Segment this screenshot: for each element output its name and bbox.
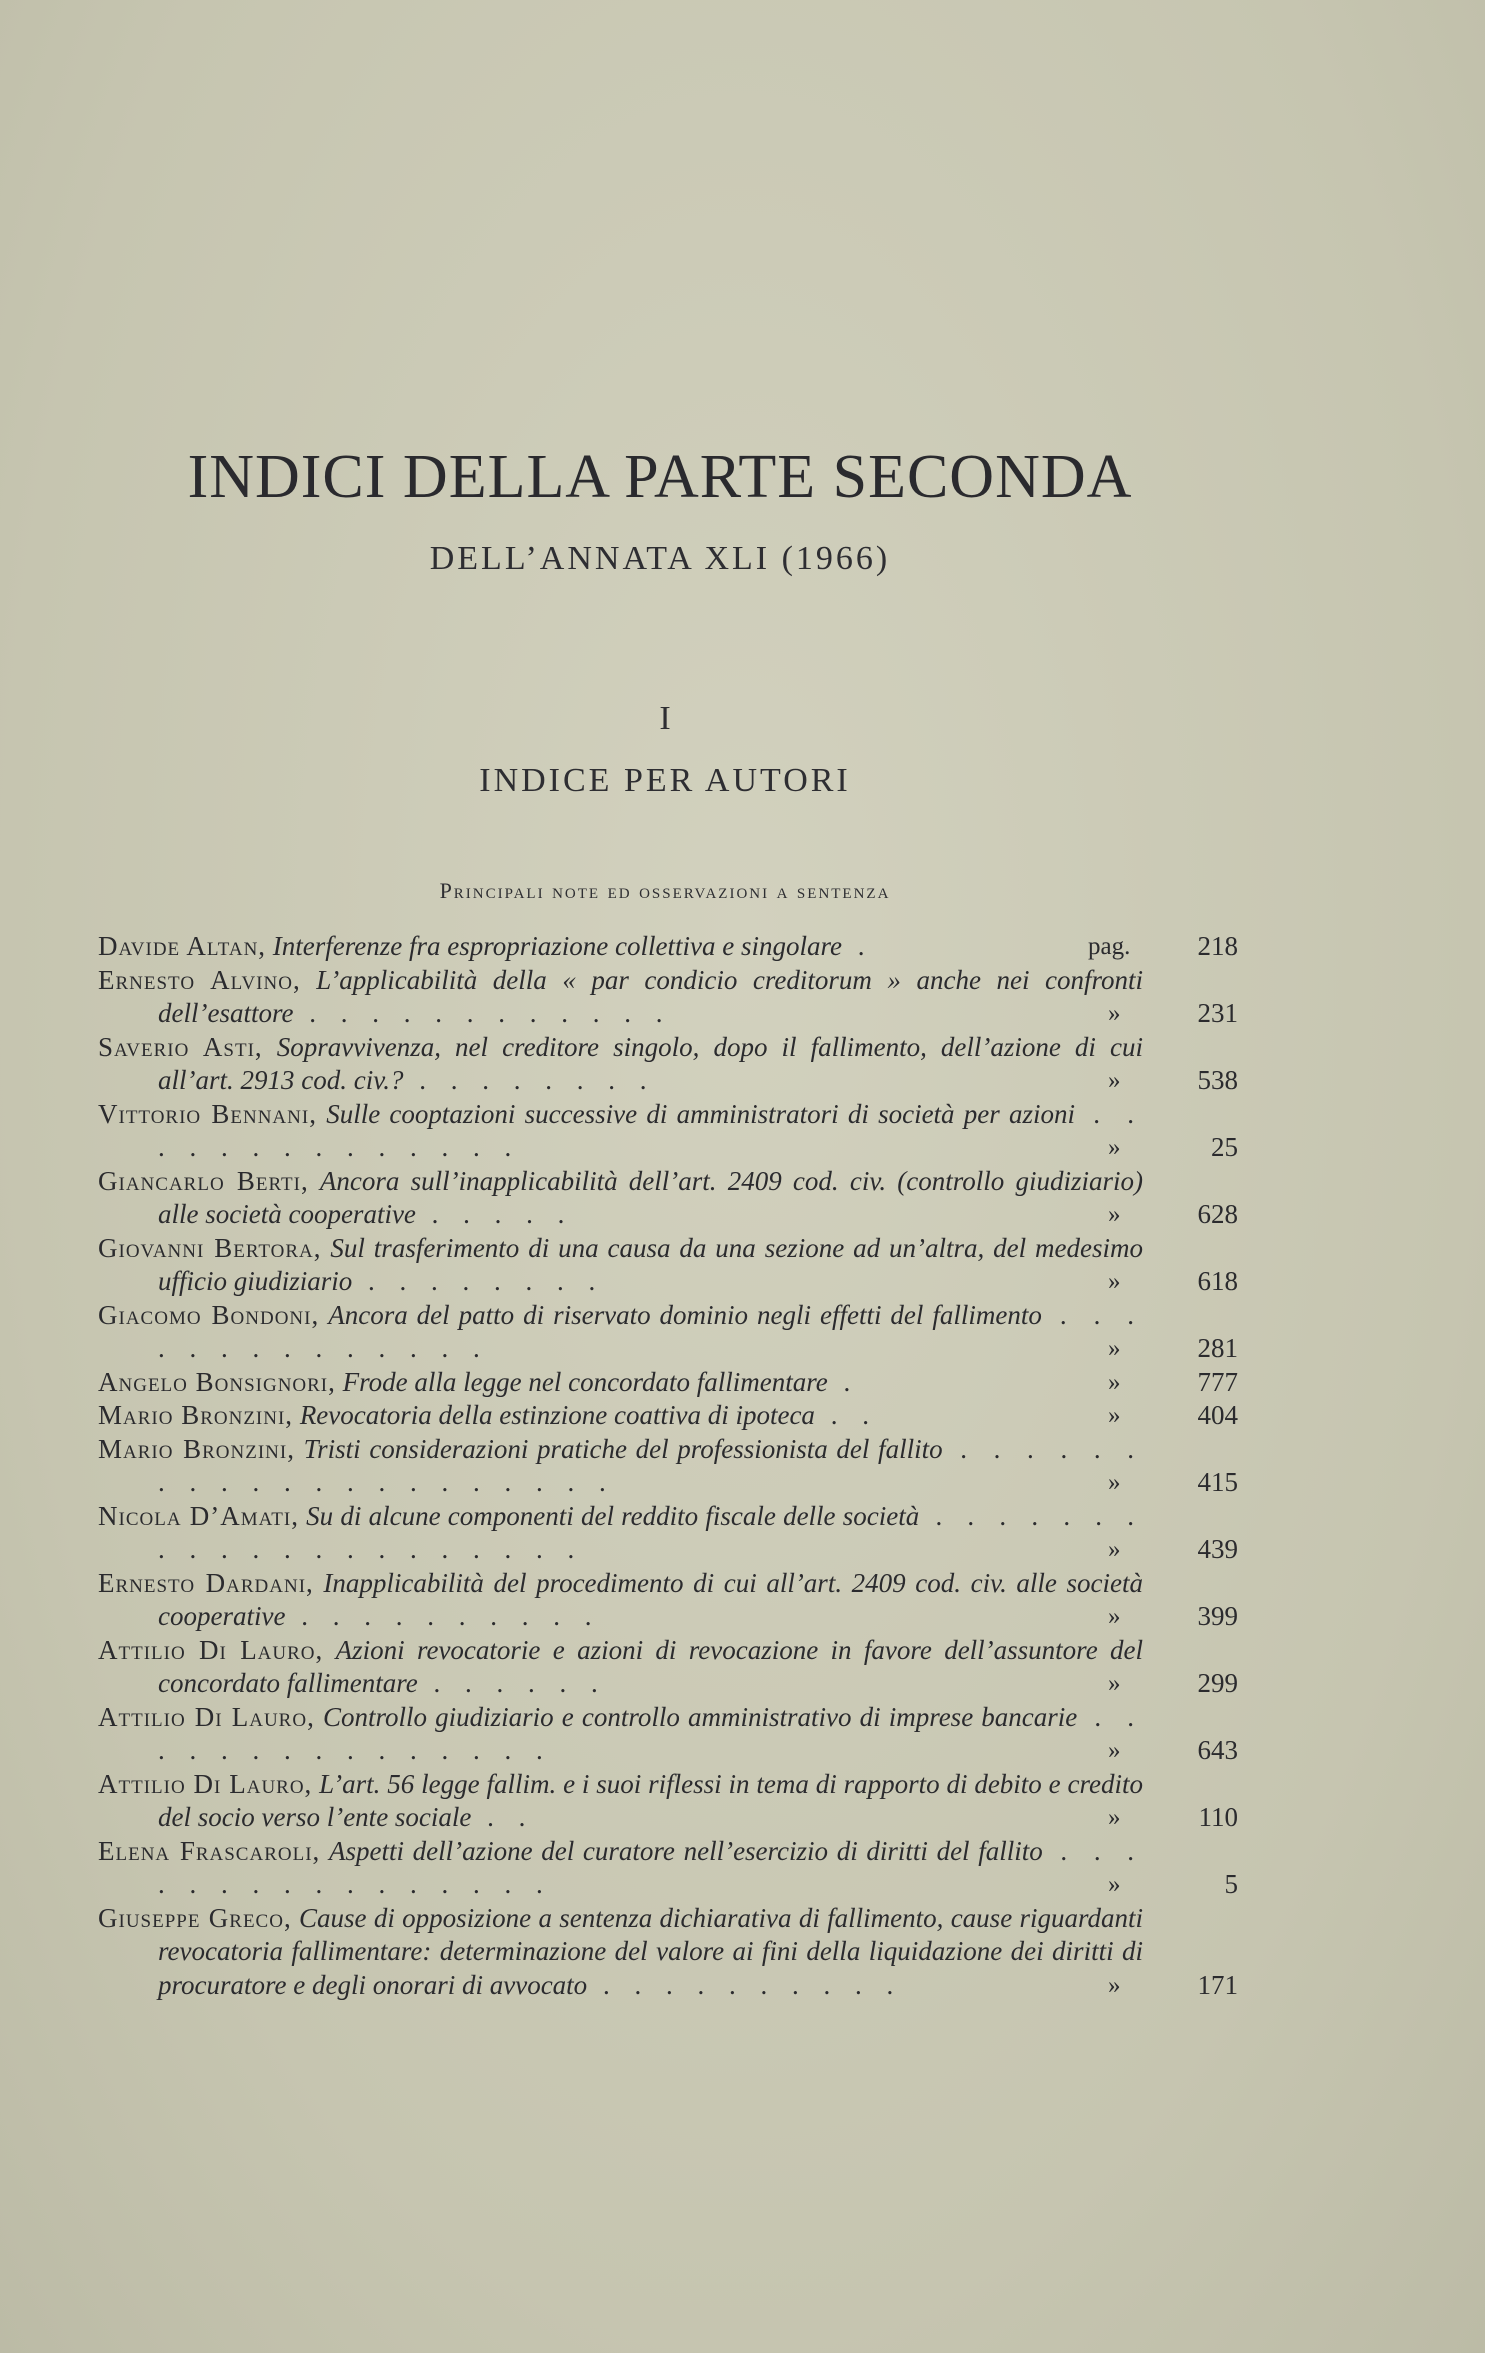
entry-author: Vittorio Bennani, xyxy=(98,1098,317,1129)
page-number: 628 xyxy=(1197,1199,1238,1229)
entry-author: Attilio Di Lauro, xyxy=(98,1701,315,1732)
subsection-title: Principali note ed osservazioni a sentenza xyxy=(439,878,891,903)
entry-text xyxy=(98,1500,1143,1567)
ref-prefix: » xyxy=(1108,1201,1121,1228)
page-reference xyxy=(1088,1969,1238,2003)
entry-text xyxy=(98,1433,1143,1500)
entry-author: Attilio Di Lauro, xyxy=(98,1634,324,1665)
page-reference xyxy=(1088,1600,1238,1634)
index-entry xyxy=(98,1031,1238,1098)
section-title: INDICE PER AUTORI xyxy=(479,762,851,799)
entry-text xyxy=(98,964,1143,1031)
page-reference xyxy=(1088,1366,1238,1400)
entry-text xyxy=(98,1567,1143,1634)
entry-text xyxy=(98,1299,1143,1366)
entry-work: L’art. 56 legge fallim. e i suoi riflessi in tema di rapporto di debito e credito del socio verso l’ente sociale xyxy=(158,1768,1143,1832)
page-reference xyxy=(1088,1466,1238,1500)
entry-work: L’applicabilità della « par condicio creditorum » anche nei confronti dell’esattore xyxy=(158,964,1143,1028)
page-reference xyxy=(1088,1131,1238,1165)
dot-leader: . . . . . . . . . . . . . . xyxy=(158,1299,1144,1363)
entry-work: Controllo giudiziario e controllo amministrativo di imprese bancarie xyxy=(322,1701,1078,1732)
page-reference xyxy=(1088,1667,1238,1701)
entry-author: Ernesto Alvino, xyxy=(98,964,301,995)
ref-prefix: » xyxy=(1108,1368,1121,1396)
page-reference xyxy=(1088,1332,1238,1366)
section-number: I xyxy=(659,700,671,737)
page-number: 538 xyxy=(1197,1065,1238,1095)
ref-prefix: » xyxy=(1108,1134,1121,1161)
dot-leader: . . . . . . . . xyxy=(352,1266,605,1296)
entry-author: Saverio Asti, xyxy=(98,1031,263,1062)
dot-leader: . . . . . . . . . . . . xyxy=(293,998,672,1028)
ref-prefix: » xyxy=(1108,1268,1121,1295)
index-entry xyxy=(98,1902,1238,2003)
page-reference xyxy=(1088,1533,1238,1567)
index-entry xyxy=(98,1433,1238,1500)
dot-leader: . . . . . . . . . . . . . . . xyxy=(158,1701,1144,1765)
index-entry xyxy=(98,1768,1238,1835)
ref-prefix: » xyxy=(1108,1067,1121,1094)
page-title: INDICI DELLA PARTE SECONDA xyxy=(187,443,1133,511)
entry-text xyxy=(98,930,1143,964)
page-reference xyxy=(1088,1868,1238,1902)
entry-text xyxy=(98,1031,1143,1098)
ref-prefix: » xyxy=(1108,1971,1121,1999)
page-number: 777 xyxy=(1197,1366,1238,1397)
entry-text xyxy=(98,1399,1143,1433)
ref-prefix: » xyxy=(1108,1335,1121,1362)
page-reference xyxy=(1088,1265,1238,1299)
ref-prefix: » xyxy=(1108,1469,1121,1496)
page-number: 171 xyxy=(1197,1969,1238,2000)
dot-leader: . . xyxy=(814,1400,878,1430)
ref-prefix: » xyxy=(1108,1402,1121,1429)
index-entry xyxy=(98,930,1238,964)
index-entry xyxy=(98,1701,1238,1768)
page-number: 404 xyxy=(1197,1400,1238,1430)
dot-leader: . . xyxy=(471,1802,535,1832)
entry-work: Tristi considerazioni pratiche del professionista del fallito xyxy=(303,1433,943,1464)
entry-author: Giacomo Bondoni, xyxy=(98,1299,320,1330)
page-number: 643 xyxy=(1197,1735,1238,1765)
page-reference xyxy=(1088,1399,1238,1433)
entry-work: Sulle cooptazioni successive di amministratori di società per azioni xyxy=(326,1098,1076,1129)
ref-prefix: pag. xyxy=(1088,933,1131,960)
page-reference xyxy=(1088,930,1238,964)
page-number: 25 xyxy=(1211,1132,1238,1162)
dot-leader: . . . . . . . . . . . . . . . . . . . . . xyxy=(158,1500,1144,1564)
dot-leader: . xyxy=(841,931,874,961)
ref-prefix: » xyxy=(1108,1737,1121,1764)
index-entry xyxy=(98,1232,1238,1299)
page-reference xyxy=(1088,997,1238,1031)
index-entry xyxy=(98,1567,1238,1634)
ref-prefix: » xyxy=(1108,1536,1121,1563)
entry-author: Mario Bronzini, xyxy=(98,1400,294,1430)
entry-work: Ancora sull’inapplicabilità dell’art. 2409 cod. civ. (controllo giudiziario) alle società cooperative xyxy=(158,1165,1143,1229)
index-entry xyxy=(98,1399,1238,1433)
dot-leader: . . . . . xyxy=(415,1199,574,1229)
page-number: 281 xyxy=(1197,1333,1238,1363)
entry-text xyxy=(98,1366,1143,1400)
entry-work: Azioni revocatorie e azioni di revocazione in favore dell’assuntore del concordato fallimentare xyxy=(158,1634,1143,1698)
ref-prefix: » xyxy=(1108,1804,1121,1831)
entry-text xyxy=(98,1232,1143,1299)
entry-author: Nicola D’Amati, xyxy=(98,1500,299,1531)
entry-author: Davide Altan, xyxy=(98,931,267,961)
dot-leader: . xyxy=(827,1366,860,1397)
dot-leader: . . . . . . . . . . xyxy=(285,1601,601,1631)
page-number: 415 xyxy=(1197,1467,1238,1497)
page-reference xyxy=(1088,1064,1238,1098)
entry-work: Frode alla legge nel concordato fallimentare xyxy=(342,1366,828,1397)
page-subtitle: DELL’ANNATA XLI (1966) xyxy=(429,540,891,577)
page-reference xyxy=(1088,1734,1238,1768)
entry-author: Giancarlo Berti, xyxy=(98,1165,309,1196)
dot-leader: . . . . . . . . . . . . . . . . . . . . . xyxy=(158,1433,1144,1497)
entry-work: Revocatoria della estinzione coattiva di ipoteca xyxy=(299,1400,815,1430)
entry-work: Sopravvivenza, nel creditore singolo, dopo il fallimento, dell’azione di cui all’art. 2913 cod. civ.? xyxy=(158,1031,1143,1095)
dot-leader: . . . . . . . . xyxy=(403,1065,656,1095)
dot-leader: . . . . . . xyxy=(417,1668,607,1698)
entry-work: Su di alcune componenti del reddito fiscale delle società xyxy=(306,1500,920,1531)
entry-author: Mario Bronzini, xyxy=(98,1433,295,1464)
entry-work: Interferenze fra espropriazione collettiva e singolare xyxy=(272,931,842,961)
ref-prefix: » xyxy=(1108,1000,1121,1027)
entry-work: Cause di opposizione a sentenza dichiarativa di fallimento, cause riguardanti revocatoria fallimentare: determinazione del valore ai fini della liquidazione dei diritti di procuratore e degli onorari di avvocato xyxy=(158,1902,1144,2000)
entry-work: Ancora del patto di riservato dominio negli effetti del fallimento xyxy=(328,1299,1042,1330)
page-number: 299 xyxy=(1197,1668,1238,1698)
entry-text xyxy=(98,1701,1143,1768)
index-entry xyxy=(98,1500,1238,1567)
page-number: 439 xyxy=(1197,1534,1238,1564)
entry-work: Aspetti dell’azione del curatore nell’esercizio di diritti del fallito xyxy=(328,1835,1043,1866)
ref-prefix: » xyxy=(1108,1670,1121,1697)
entry-author: Ernesto Dardani, xyxy=(98,1567,314,1598)
entry-work: Sul trasferimento di una causa da una sezione ad un’altra, del medesimo ufficio giudiziario xyxy=(158,1232,1144,1296)
entry-work: Inapplicabilità del procedimento di cui all’art. 2409 cod. civ. alle società cooperative xyxy=(158,1567,1143,1631)
entry-text xyxy=(98,1634,1143,1701)
entry-text xyxy=(98,1902,1143,2003)
index-entry xyxy=(98,1634,1238,1701)
ref-prefix: » xyxy=(1108,1603,1121,1630)
entry-author: Angelo Bonsignori, xyxy=(98,1366,336,1397)
entry-text xyxy=(98,1835,1143,1902)
dot-leader: . . . . . . . . . . . . . . . . xyxy=(158,1835,1144,1899)
page-number: 218 xyxy=(1197,931,1238,961)
ref-prefix: » xyxy=(1108,1871,1121,1898)
dot-leader: . . . . . . . . . . xyxy=(587,1969,903,2000)
index-entries xyxy=(98,930,1238,2002)
page-number: 110 xyxy=(1198,1802,1238,1832)
dot-leader: . . . . . . . . . . . . . . xyxy=(158,1098,1144,1162)
page-number: 231 xyxy=(1197,998,1238,1028)
index-entry xyxy=(98,1165,1238,1232)
page-number: 399 xyxy=(1197,1601,1238,1631)
entry-author: Giuseppe Greco, xyxy=(98,1902,292,1933)
index-entry xyxy=(98,964,1238,1031)
index-entry xyxy=(98,1098,1238,1165)
page-number: 5 xyxy=(1224,1869,1238,1899)
entry-text xyxy=(98,1768,1143,1835)
page-reference xyxy=(1088,1801,1238,1835)
entry-author: Giovanni Bertora, xyxy=(98,1232,322,1263)
index-entry xyxy=(98,1835,1238,1902)
page-reference xyxy=(1088,1198,1238,1232)
index-entry xyxy=(98,1299,1238,1366)
index-entry xyxy=(98,1366,1238,1400)
page-number: 618 xyxy=(1197,1266,1238,1296)
entry-author: Elena Frascaroli, xyxy=(98,1835,321,1866)
entry-text xyxy=(98,1098,1143,1165)
entry-author: Attilio Di Lauro, xyxy=(98,1768,313,1799)
entry-text xyxy=(98,1165,1143,1232)
